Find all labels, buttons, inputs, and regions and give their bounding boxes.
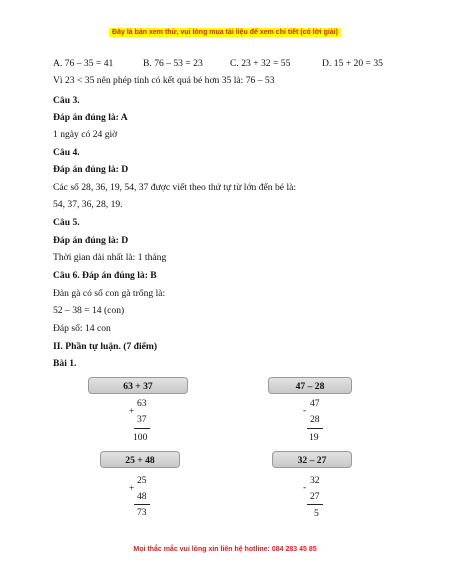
option-a: A. 76 – 35 = 41	[53, 58, 114, 69]
calc-bottom-number: 48	[137, 491, 147, 502]
question-6-heading: Câu 6. Đáp án đúng là: B	[53, 270, 157, 281]
calc-divider	[307, 504, 323, 505]
preview-notice-text: Đây là bản xem thử, vui lòng mua tài liệu để xem chi tiết (có lời giải)	[109, 28, 341, 37]
explanation-line: Vì 23 < 35 nên phép tính có kết quả bé hơn 35 là: 76 – 53	[53, 75, 275, 86]
option-b: B. 76 – 53 = 23	[143, 58, 203, 69]
calc-label-box: 47 – 28	[268, 377, 352, 394]
question-6-result: Đáp số: 14 con	[53, 323, 111, 334]
question-6-calculation: 52 – 38 = 14 (con)	[53, 305, 125, 316]
calc-divider	[134, 504, 150, 505]
calc-sign: -	[303, 482, 307, 493]
calc-result: 5	[314, 508, 319, 519]
question-4-sequence: 54, 37, 36, 28, 19.	[53, 199, 123, 210]
calc-bottom-number: 37	[137, 414, 147, 425]
option-d: D. 15 + 20 = 35	[322, 58, 383, 69]
calc-divider	[134, 428, 150, 429]
question-3-explanation: 1 ngày có 24 giờ	[53, 129, 118, 140]
question-4-explanation: Các số 28, 36, 19, 54, 37 được viết theo thứ tự từ lớn đến bé là:	[53, 182, 297, 193]
calc-top-number: 47	[310, 398, 320, 409]
calc-sign: +	[129, 483, 135, 494]
hotline-footer: Mọi thắc mắc vui lòng xin liên hệ hotline: 084 283 45 85	[133, 546, 317, 553]
question-4-heading: Câu 4.	[53, 147, 80, 158]
calc-sign: -	[303, 405, 307, 416]
calc-result: 73	[137, 507, 147, 518]
calc-bottom-number: 28	[310, 414, 320, 425]
section-2-heading: II. Phần tự luận. (7 điểm)	[53, 341, 158, 352]
question-4-answer: Đáp án đúng là: D	[53, 164, 129, 175]
calc-top-number: 25	[137, 475, 147, 486]
option-c: C. 23 + 32 = 55	[230, 58, 291, 69]
calc-top-number: 32	[310, 475, 320, 486]
question-3-heading: Câu 3.	[53, 95, 80, 106]
calc-label-box: 25 + 48	[100, 451, 180, 468]
question-5-explanation: Thời gian dài nhất là: 1 tháng	[53, 252, 167, 263]
calc-divider	[307, 428, 323, 429]
question-3-answer: Đáp án đúng là: A	[53, 112, 128, 123]
preview-notice-banner	[0, 29, 450, 36]
question-6-explanation: Đàn gà có số con gà trống là:	[53, 288, 166, 299]
calc-result: 100	[133, 432, 148, 443]
calc-result: 19	[309, 432, 319, 443]
question-5-heading: Câu 5.	[53, 217, 80, 228]
calc-label-box: 32 – 27	[272, 451, 352, 468]
calc-top-number: 63	[137, 398, 147, 409]
question-5-answer: Đáp án đúng là: D	[53, 235, 129, 246]
calc-label-box: 63 + 37	[88, 377, 188, 394]
exercise-1-heading: Bài 1.	[53, 358, 77, 369]
calc-sign: +	[129, 406, 135, 417]
calc-bottom-number: 27	[310, 491, 320, 502]
